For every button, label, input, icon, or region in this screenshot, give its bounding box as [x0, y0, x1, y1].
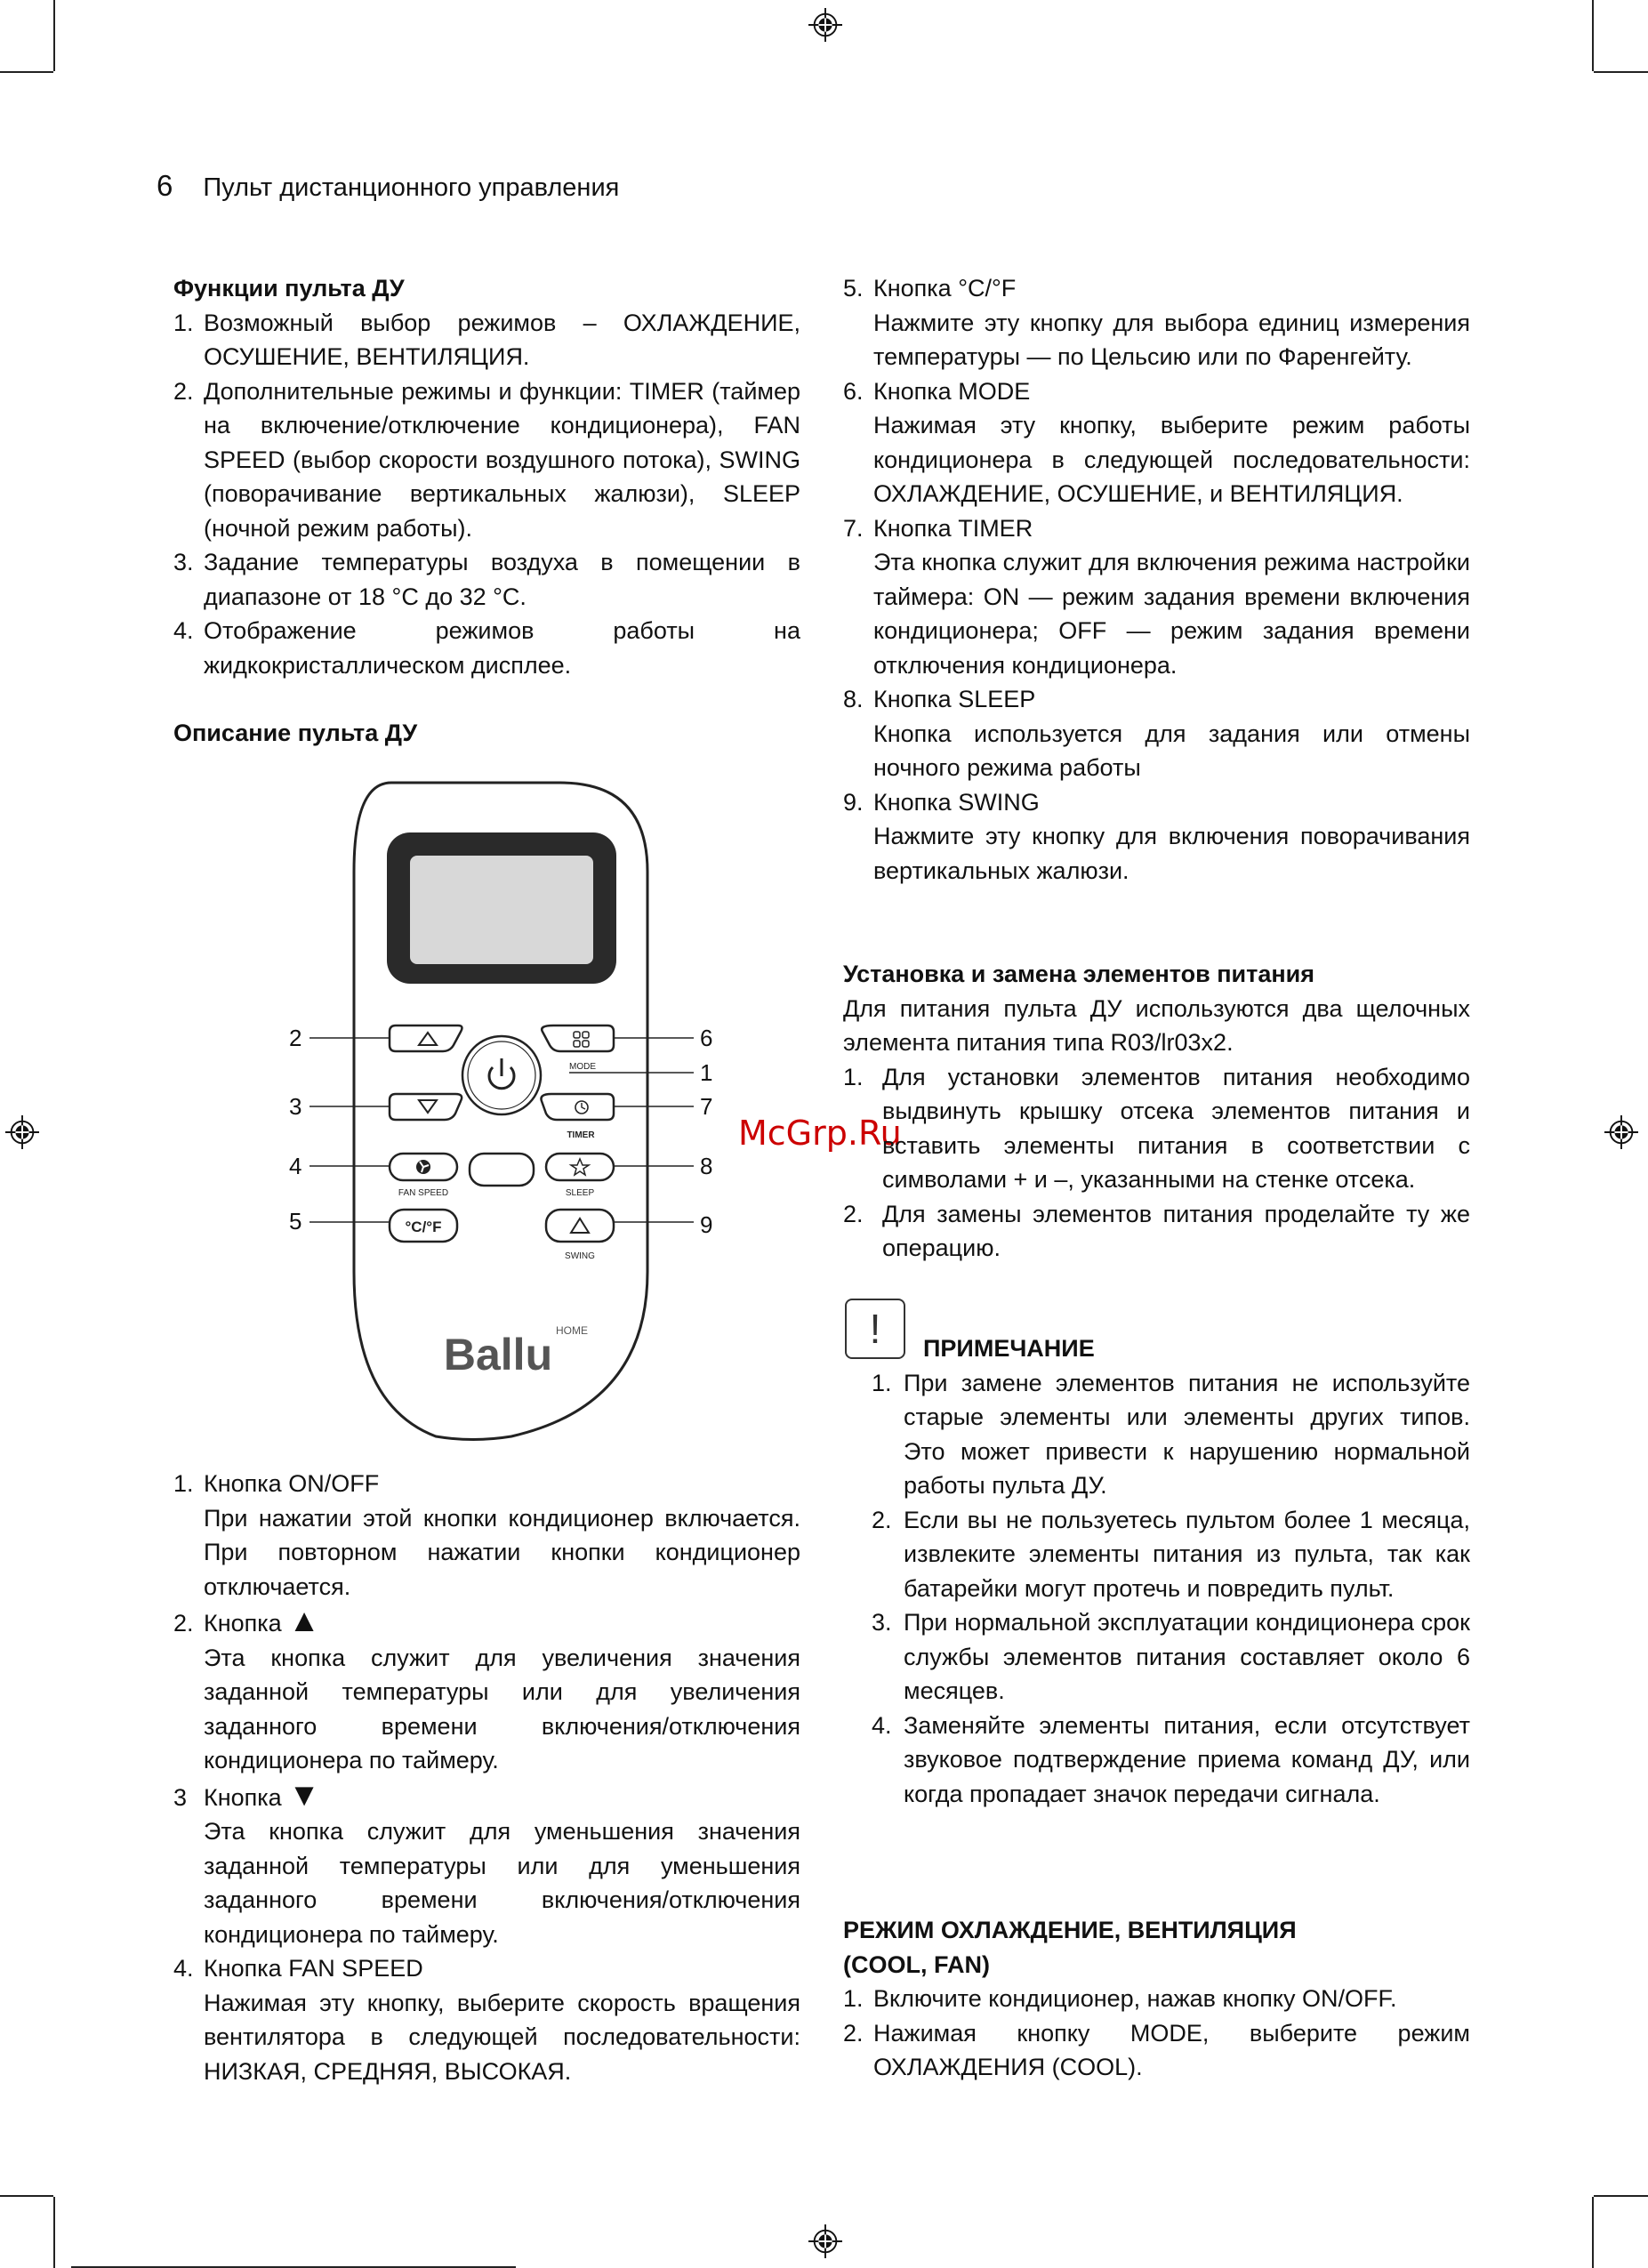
callout-3: 3 [289, 1093, 302, 1120]
remote-control-illustration [267, 774, 738, 1450]
crop-mark [0, 71, 53, 73]
crop-mark [0, 2195, 53, 2197]
cf-label: °C/°F [405, 1218, 442, 1235]
list-item: 1. Кнопка ON/OFF [173, 1470, 380, 1497]
callout-6: 6 [700, 1025, 713, 1051]
up-arrow-icon: ▲ [288, 1602, 320, 1638]
battery-heading: Установка и замена элементов питания [843, 961, 1315, 987]
list-item: 2. Дополнительные режимы и функции: TIMER (таймер на включение/отключение кондиционера), FAN SPEED (выбор скорости воздушного потока), SWING (поворачивание вертикальных жалюзи), SLEEP (ночной режим работы). [173, 377, 800, 542]
crop-mark [53, 2197, 55, 2268]
cool-mode-section [843, 1913, 1470, 2085]
timer-label: TIMER [567, 1130, 595, 1140]
down-button [390, 1094, 462, 1120]
crop-mark [1592, 0, 1594, 71]
list-item: 1. Для установки элементов питания необходимо выдвинуть крышку отсека элементов питания и вставить элементы питания в соответствии с символами + и –, указанными на стенке отсека. [843, 1063, 1470, 1193]
list-item: 9. Кнопка SWING [843, 788, 1040, 816]
list-item: 6. Кнопка MODE [843, 377, 1031, 405]
list-item: 1. Включите кондиционер, нажав кнопку ON/OFF. [843, 1985, 1397, 2012]
callout-1: 1 [700, 1059, 713, 1086]
description-heading: Описание пульта ДУ [173, 720, 418, 746]
down-arrow-icon: ▼ [288, 1775, 320, 1813]
registration-mark-icon [808, 8, 842, 42]
list-item: 5. Кнопка °C/°F [843, 275, 1017, 302]
callout-8: 8 [700, 1153, 713, 1179]
page-title: Пульт дистанционного управления [203, 173, 620, 202]
cool-mode-heading: РЕЖИМ ОХЛАЖДЕНИЕ, ВЕНТИЛЯЦИЯ [843, 1917, 1297, 1943]
list-item: 4. Кнопка FAN SPEED [173, 1955, 423, 1982]
page-number: 6 [157, 169, 173, 202]
list-item: 2. Для замены элементов питания проделайте ту же операцию. [843, 1200, 1470, 1261]
blank-button [470, 1154, 534, 1186]
callout-2: 2 [289, 1025, 302, 1051]
crop-mark [1594, 71, 1648, 73]
cf-button [390, 1210, 457, 1242]
functions-section [173, 271, 800, 682]
brand-logo: Ballu [443, 1330, 553, 1379]
sleep-label: SLEEP [565, 1188, 595, 1198]
timer-button [541, 1094, 614, 1120]
fan-speed-label: FAN SPEED [398, 1188, 449, 1198]
watermark: McGrp.Ru [738, 1114, 902, 1153]
brand-home: HOME [556, 1324, 588, 1337]
crop-mark [1592, 2197, 1594, 2268]
list-item: 2. Кнопка ▲ [173, 1602, 320, 1638]
crop-mark [53, 0, 55, 71]
power-button [462, 1036, 541, 1114]
list-item: 3. При нормальной эксплуатации кондиционера срок службы элементов питания составляет около 6 месяцев. [872, 1609, 1470, 1704]
callout-5: 5 [289, 1208, 302, 1235]
battery-section [843, 957, 1470, 1266]
list-item: 3. Задание температуры воздуха в помещении в диапазоне от 18 °C до 32 °C. [173, 549, 800, 610]
list-item: 4. Отображение режимов работы на жидкокристаллическом дисплее. [173, 617, 800, 679]
cool-mode-subheading: (COOL, FAN) [843, 1950, 990, 1978]
list-item: 2. Нажимая кнопку MODE, выберите режим ОХЛАЖДЕНИЯ (COOL). [843, 2019, 1470, 2080]
list-item: 8. Кнопка SLEEP [843, 686, 1036, 712]
list-item: 1. Возможный выбор режимов – ОХЛАЖДЕНИЕ, ОСУШЕНИЕ, ВЕНТИЛЯЦИЯ. [173, 309, 800, 370]
note-heading: ПРИМЕЧАНИЕ [923, 1335, 1095, 1362]
mode-label: MODE [569, 1062, 596, 1072]
list-item: 2. Если вы не пользуетесь пультом более 1 месяца, извлеките элементы питания из пульта, так как батарейки могут протечь и повредить пульт. [872, 1506, 1470, 1602]
sleep-button [546, 1154, 614, 1180]
callout-9: 9 [700, 1211, 713, 1238]
swing-button [546, 1210, 614, 1242]
crop-mark [1594, 2195, 1648, 2197]
callout-7: 7 [700, 1093, 713, 1120]
list-item: 4. Заменяйте элементы питания, если отсутствует звуковое подтверждение приема команд ДУ, или когда пропадает значок передачи сигнала. [872, 1711, 1470, 1807]
callout-4: 4 [289, 1153, 302, 1179]
functions-heading: Функции пульта ДУ [173, 275, 405, 302]
buttons-left-section: 1. Кнопка ON/OFF При нажатии этой кнопки кондиционер включается. При повторном нажатии кнопки кондиционер отключается. 2. Кнопка ▲ Эта кнопка служит для увеличения значения заданной температуры или для увеличения заданного времени включения/отключения кондиционера по таймеру. 3 Кнопка ▼ Эта кнопка служит для уменьшения значения заданной температуры или для уменьшения заданного времени включения/отключения кондиционера по таймеру. 4. Кнопка FAN SPEED Нажимая эту кнопку, выберите скорость вращения вентилятора в следующей последовательности: НИЗКАЯ, СРЕДНЯЯ, ВЫСОКАЯ. [173, 1467, 800, 2088]
list-item: 3 Кнопка ▼ [173, 1775, 320, 1813]
page-header [157, 169, 619, 203]
list-item: 1. При замене элементов питания не используйте старые элементы или элементы других типов. Это может привести к нарушению нормальной работы пульта ДУ. [872, 1369, 1470, 1499]
mode-button [542, 1025, 614, 1051]
note-icon: ! [845, 1299, 905, 1359]
lcd-screen [410, 856, 593, 964]
fan-speed-button [390, 1154, 457, 1180]
registration-mark-icon [5, 1115, 39, 1149]
battery-intro: Для питания пульта ДУ используются два щелочных элемента питания типа R03/lr03x2. [843, 994, 1470, 1056]
swing-label: SWING [565, 1251, 595, 1261]
buttons-right-section: 5. Кнопка °C/°F Нажмите эту кнопку для выбора единиц измерения температуры — по Цельсию или по Фаренгейту. 6. Кнопка MODE Нажимая эту кнопку, выберите режим работы кондиционера в следующей последовательности: ОХЛАЖДЕНИЕ, ОСУШЕНИЕ, и ВЕНТИЛЯЦИЯ. 7. Кнопка TIMER Эта кнопка служит для включения режима настройки таймера: ON — режим задания времени включения кондиционера; OFF — режим задания времени отключения кондиционера. 8. Кнопка SLEEP Кнопка используется для задания или отмены ночного режима работы 9. Кнопка SWING Нажмите эту кнопку для включения поворачивания вертикальных жалюзи. [843, 271, 1470, 888]
registration-mark-icon [808, 2224, 842, 2258]
list-item: 7. Кнопка TIMER [843, 514, 1033, 542]
note-section [872, 1331, 1470, 1811]
up-button [390, 1025, 462, 1051]
registration-mark-icon [1604, 1115, 1638, 1149]
